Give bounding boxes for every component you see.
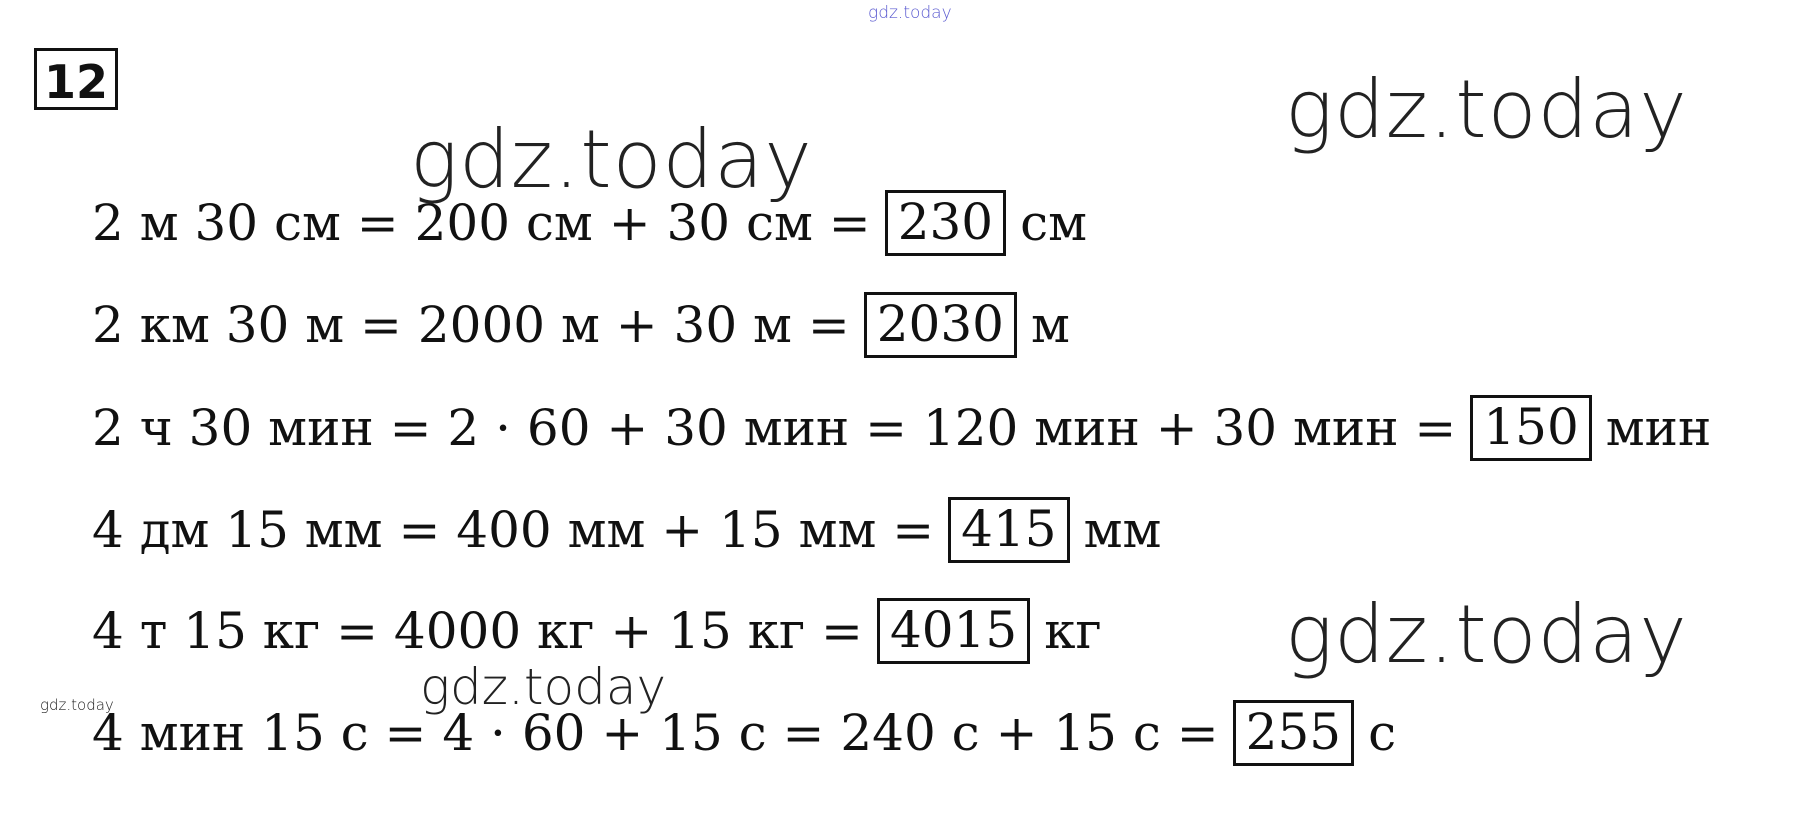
equation-expression: 4 т 15 кг = 4000 кг + 15 кг = xyxy=(92,602,863,660)
equation-line xyxy=(92,700,1396,766)
equation-line xyxy=(92,497,1161,563)
answer-box: 150 xyxy=(1470,395,1591,461)
answer-box: 415 xyxy=(948,497,1069,563)
answer-unit: мм xyxy=(1083,501,1162,559)
answer-box: 2030 xyxy=(864,292,1017,358)
watermark-small: gdz.today xyxy=(420,658,667,716)
equation-expression: 2 ч 30 мин = 2 · 60 + 30 мин = 120 мин + 30 мин = xyxy=(92,399,1457,457)
equation-expression: 4 дм 15 мм = 400 мм + 15 мм = xyxy=(92,501,935,559)
equation-line xyxy=(92,292,1070,358)
answer-unit: с xyxy=(1368,704,1397,762)
watermark-top: gdz.today xyxy=(868,3,952,23)
equation-expression: 2 м 30 см = 200 см + 30 см = xyxy=(92,194,871,252)
equation-line xyxy=(92,598,1102,664)
equation-expression: 2 км 30 м = 2000 м + 30 м = xyxy=(92,296,850,354)
equation-line xyxy=(92,395,1711,461)
answer-box: 4015 xyxy=(877,598,1030,664)
answer-unit: м xyxy=(1031,296,1070,354)
answer-unit: см xyxy=(1020,194,1088,252)
answer-unit: мин xyxy=(1605,399,1712,457)
watermark-tiny: gdz.today xyxy=(40,696,114,714)
answer-unit: кг xyxy=(1044,602,1102,660)
watermark-bottom-right: gdz.today xyxy=(1285,588,1688,681)
answer-box: 255 xyxy=(1233,700,1354,766)
equation-line xyxy=(92,190,1087,256)
equation-expression: 4 мин 15 с = 4 · 60 + 15 с = 240 с + 15 с = xyxy=(92,704,1219,762)
watermark-middle: gdz.today xyxy=(410,113,813,206)
answer-box: 230 xyxy=(885,190,1006,256)
watermark-top-right: gdz.today xyxy=(1285,63,1688,156)
task-number: 12 xyxy=(34,48,118,110)
